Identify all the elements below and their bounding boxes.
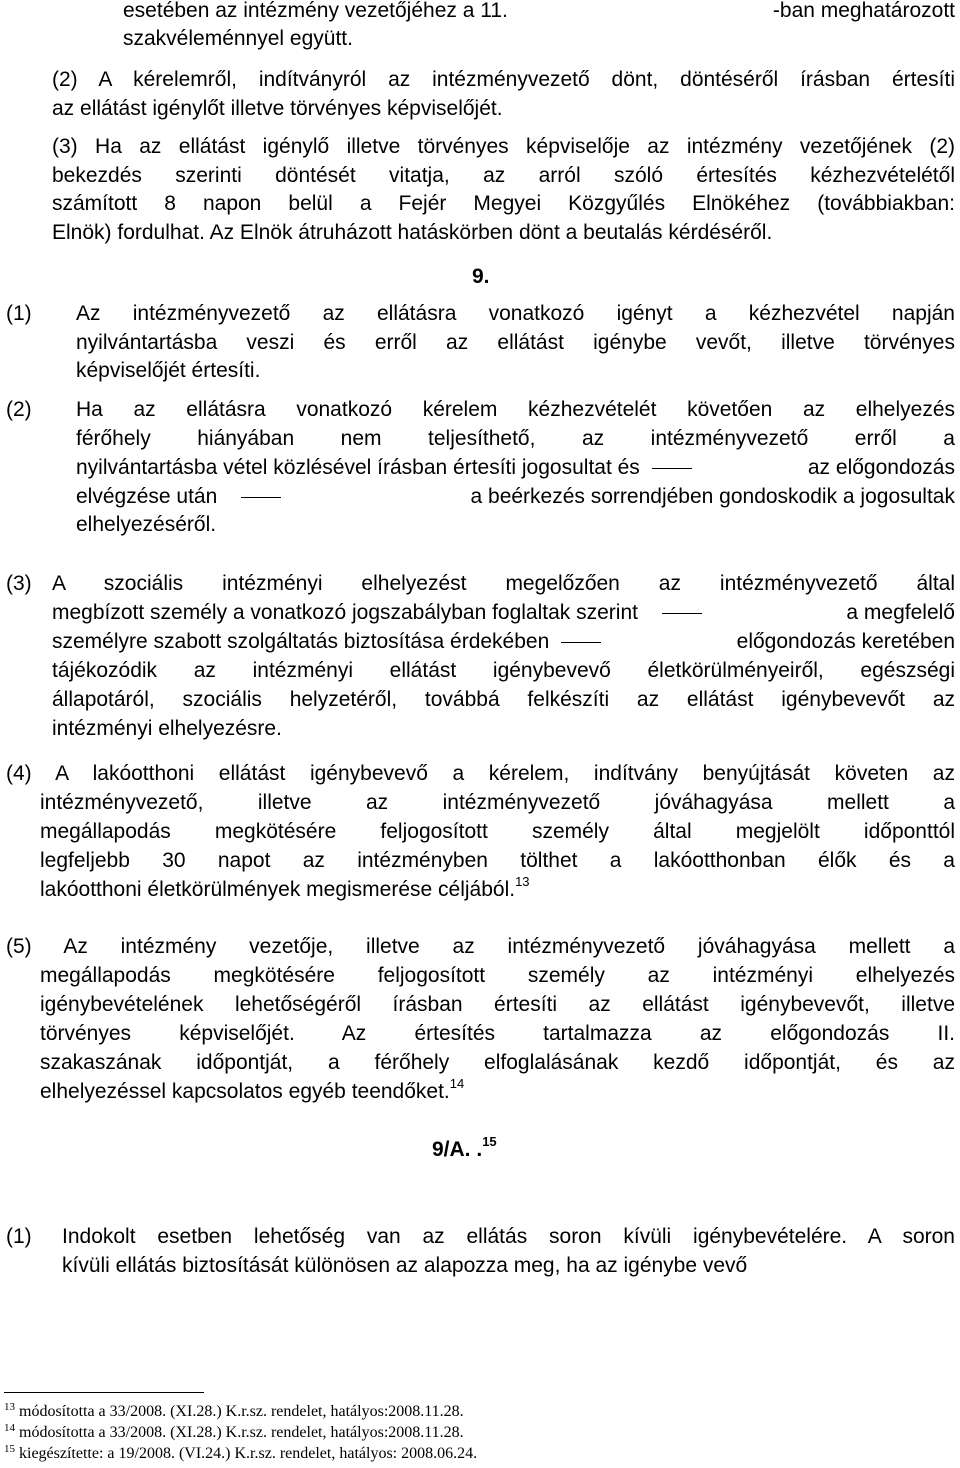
text-line: megbízott személy a vonatkozó jogszabályban foglaltak szerint a megfelelő <box>52 601 955 624</box>
text-line: állapotáról, szociális helyzetéről, továbbá felkészíti az ellátást igénybevevőt az <box>52 688 955 711</box>
text-line: nyilvántartásba veszi és erről az ellátást igénybe vevőt, illetve törvényes <box>76 331 955 354</box>
em-dash <box>561 642 601 643</box>
em-dash <box>662 613 702 614</box>
text-line: személyre szabott szolgáltatás biztosítása érdekében előgondozás keretében <box>52 630 955 653</box>
section-heading: 9. <box>472 265 490 288</box>
em-dash <box>652 468 692 469</box>
text-line: intézményi elhelyezésre. <box>52 717 282 740</box>
footnote: $^{15}$ kiegészítette: a 19/2008. (VI.24.) K.r.sz. rendelet, hatályos: 2008.06.24. <box>4 1443 478 1462</box>
paragraph-number: (1) <box>6 302 32 325</box>
text-line: szakaszának időpontját, a férőhely elfoglalásának kezdő időpontját, és az <box>40 1051 955 1074</box>
text-line: szakvéleménnyel együtt. <box>123 27 353 50</box>
paragraph-number: (2) <box>6 398 32 421</box>
paragraph-number: (1) <box>6 1225 32 1248</box>
text-line: megállapodás megkötésére feljogosított személy által megjelölt időponttól <box>40 820 955 843</box>
text-line: igénybevételének lehetőségéről írásban értesíti az ellátást igénybevevőt, illetve <box>40 993 955 1016</box>
footnote-ref[interactable]: 13 <box>515 874 530 889</box>
text-line: esetében az intézmény vezetőjéhez a 11. -ban meghatározott <box>123 0 955 22</box>
text-line: nyilvántartásba vétel közlésével írásban értesíti jogosultat és az előgondozás <box>76 456 955 479</box>
text-line: képviselőjét értesíti. <box>76 359 261 382</box>
text-line: bekezdés szerinti döntését vitatja, az arról szóló értesítés kézhezvételétől <box>52 164 955 187</box>
text-line: megállapodás megkötésére feljogosított személy az intézményi elhelyezés <box>40 964 955 987</box>
text-line: intézményvezető, illetve az intézményvezető jóváhagyása mellett a <box>40 791 955 814</box>
text-line: lakóotthoni életkörülmények megismerése céljából.$^{13}$ <box>40 874 530 901</box>
text-line: (3) Ha az ellátást igénylő illetve törvényes képviselője az intézmény vezetőjének (2) <box>52 135 955 158</box>
text-line: elvégzése után a beérkezés sorrendjében gondoskodik a jogosultak <box>76 485 955 508</box>
text-line: (2) A kérelemről, indítványról az intézményvezető dönt, döntéséről írásban értesíti <box>52 68 955 91</box>
section-heading: 9/A. .$^{15}$ <box>432 1134 497 1161</box>
text-line: A szociális intézményi elhelyezést megelőzően az intézményvezető által <box>52 572 955 595</box>
paragraph-number: (3) <box>6 572 32 595</box>
text-line: Az intézményvezető az ellátásra vonatkozó igényt a kézhezvétel napján <box>76 302 955 325</box>
footnote: $^{14}$ módosította a 33/2008. (XI.28.) K.r.sz. rendelet, hatályos:2008.11.28. <box>4 1422 464 1441</box>
text-line: legfeljebb 30 napot az intézményben tölthet a lakóotthonban élők és a <box>40 849 955 872</box>
text-line: elhelyezéssel kapcsolatos egyéb teendőket.$^{14}$ <box>40 1076 465 1103</box>
text-line: elhelyezéséről. <box>76 513 217 536</box>
footnote-ref[interactable]: 14 <box>449 1076 465 1091</box>
text-line: Indokolt esetben lehetőség van az ellátás soron kívüli igénybevételére. A soron <box>62 1225 955 1248</box>
text-line: törvényes képviselőjét. Az értesítés tartalmazza az előgondozás II. <box>40 1022 955 1045</box>
footnote-ref[interactable]: 15 <box>482 1134 497 1149</box>
text-line: férőhely hiányában nem teljesíthető, az intézményvezető erről a <box>76 427 955 450</box>
text-line: Ha az ellátásra vonatkozó kérelem kézhezvételét követően az elhelyezés <box>76 398 955 421</box>
footnote-separator <box>4 1392 204 1393</box>
text-line: az ellátást igénylőt illetve törvényes képviselőjét. <box>52 97 503 120</box>
text-line: (5) Az intézmény vezetője, illetve az intézményvezető jóváhagyása mellett a <box>6 935 955 958</box>
text-line: számított 8 napon belül a Fejér Megyei Közgyűlés Elnökéhez (továbbiakban: <box>52 192 955 215</box>
footnote: $^{13}$ módosította a 33/2008. (XI.28.) K.r.sz. rendelet, hatályos:2008.11.28. <box>4 1401 464 1420</box>
em-dash <box>241 497 281 498</box>
text-line: (4) A lakóotthoni ellátást igénybevevő a kérelem, indítvány benyújtását követen az <box>6 762 955 785</box>
text-line: kívüli ellátás biztosítását különösen az alapozza meg, ha az igénybe vevő <box>62 1254 748 1277</box>
text-line: Elnök) fordulhat. Az Elnök átruházott hatáskörben dönt a beutalás kérdéséről. <box>52 221 773 244</box>
text-line: tájékozódik az intézményi ellátást igénybevevő életkörülményeiről, egészségi <box>52 659 955 682</box>
